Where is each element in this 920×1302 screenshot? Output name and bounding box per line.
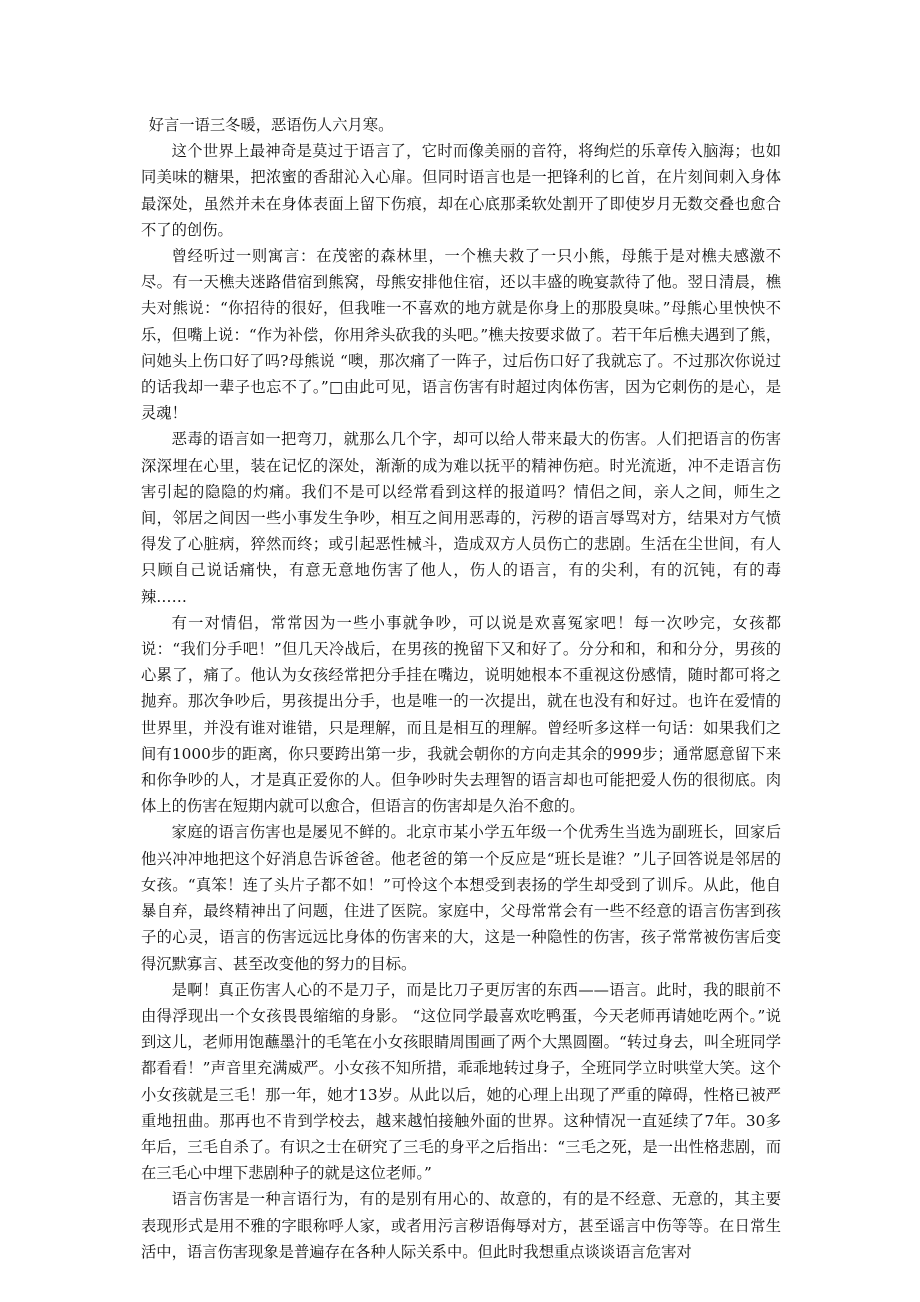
paragraph-language-power: 这个世界上最神奇是莫过于语言了，它时而像美丽的音符，将绚烂的乐章传入脑海；也如同美味的糖果，把浓蜜的香甜沁入心扉。但同时语言也是一把锋利的匕首，在片刻间刺入身体最深处，虽然并未在身体表面上留下伤痕，却在心底那柔软处割开了即使岁月无数交叠也愈合不了的创伤。 (141, 142, 781, 239)
opening-line: 好言一语三冬暖，恶语伤人六月寒。 (148, 116, 394, 134)
article-body (141, 112, 781, 1265)
paragraph-family-harm: 家庭的语言伤害也是屡见不鲜的。北京市某小学五年级一个优秀生当选为副班长，回家后他兴冲冲地把这个好消息告诉爸爸。他老爸的第一个反应是“班长是谁？”儿子回答说是邻居的女孩。“真笨！连了头片子都不如！”可怜这个本想受到表扬的学生却受到了训斥。从此，他自暴自弃，最终精神出了问题，住进了医院。家庭中，父母常常会有一些不经意的语言伤害到孩子的心灵，语言的伤害远远比身体的伤害来的大，这是一种隐性的伤害，孩子常常被伤害后变得沉默寡言、甚至改变他的努力的目标。 (141, 823, 781, 973)
paragraph-couple-story: 有一对情侣，常常因为一些小事就争吵，可以说是欢喜冤家吧！每一次吵完，女孩都说：“我们分手吧！”但几天冷战后，在男孩的挽留下又和好了。分分和和，和和分分，男孩的心累了，痛了。他认为女孩经常把分手挂在嘴边，说明她根本不重视这份感情，随时都可将之抛弃。那次争吵后，男孩提出分手，也是唯一的一次提出，就在也没有和好过。也许在爱情的世界里，并没有谁对谁错，只是理解，而且是相互的理解。曾经听多这样一句话：如果我们之间有1000步的距离，你只要跨出第一步，我就会朝你的方向走其余的999步；通常愿意留下来和你争吵的人，才是真正爱你的人。但争吵时失去理智的语言却也可能把爱人伤的很彻底。肉体上的伤害在短期内就可以愈合，但语言的伤害却是久治不愈的。 (141, 613, 781, 816)
paragraph-vicious-words: 恶毒的语言如一把弯刀，就那么几个字，却可以给人带来最大的伤害。人们把语言的伤害深深埋在心里，装在记忆的深处，渐渐的成为难以抚平的精神伤疤。时光流逝，冲不走语言伤害引起的隐隐的灼痛。我们不是可以经常看到这样的报道吗？情侣之间，亲人之间，师生之间，邻居之间因一些小事发生争吵，相互之间用恶毒的，污秽的语言辱骂对方，结果对方气愤得发了心脏病，猝然而终；或引起恶性械斗，造成双方人员伤亡的悲剧。生活在尘世间，有人只顾自己说话痛快，有意无意地伤害了他人，伤人的语言，有的尖利，有的沉钝，有的毒辣…… (141, 430, 781, 606)
paragraph-verbal-harm-definition: 语言伤害是一种言语行为，有的是别有用心的、故意的，有的是不经意、无意的，其主要表现形式是用不雅的字眼称呼人家，或者用污言秽语侮辱对方，甚至谣言中伤等等。在日常生活中，语言伤害现象是普遍存在各种人际关系中。但此时我想重点谈谈语言危害对 (141, 1190, 781, 1261)
paragraph-bear-fable: 曾经听过一则寓言：在茂密的森林里，一个樵夫救了一只小熊，母熊于是对樵夫感激不尽。有一天樵夫迷路借宿到熊窝，母熊安排他住宿，还以丰盛的晚宴款待了他。翌日清晨，樵夫对熊说：“你招待的很好，但我唯一不喜欢的地方就是你身上的那股臭味。”母熊心里怏怏不乐，但嘴上说：“作为补偿，你用斧头砍我的头吧。”樵夫按要求做了。若干年后樵夫遇到了熊，问她头上伤口好了吗?母熊说 “噢，那次痛了一阵子，过后伤口好了我就忘了。不过那次你说过的话我却一辈子也忘不了。”□由此可见，语言伤害有时超过肉体伤害，因为它刺伤的是心，是灵魂！ (141, 247, 781, 423)
paragraph-sanmao-story: 是啊！真正伤害人心的不是刀子，而是比刀子更厉害的东西——语言。此时，我的眼前不由得浮现出一个女孩畏畏缩缩的身影。 “这位同学最喜欢吃鸭蛋，今天老师再请她吃两个。”说到这儿，老师用饱蘸墨汁的毛笔在小女孩眼睛周围画了两个大黑圆圈。“转过身去，叫全班同学都看看！”声音里充满威严。小女孩不知所措，乖乖地转过身子，全班同学立时哄堂大笑。这个小女孩就是三毛！那一年，她才13岁。从此以后，她的心理上出现了严重的障碍，性格已被严重地扭曲。那再也不肯到学校去，越来越怕接触外面的世界。这种情况一直延续了7年。30多年后，三毛自杀了。有识之士在研究了三毛的身平之后指出：“三毛之死，是一出性格悲剧，而在三毛心中埋下悲剧种子的就是这位老师。” (141, 980, 781, 1183)
